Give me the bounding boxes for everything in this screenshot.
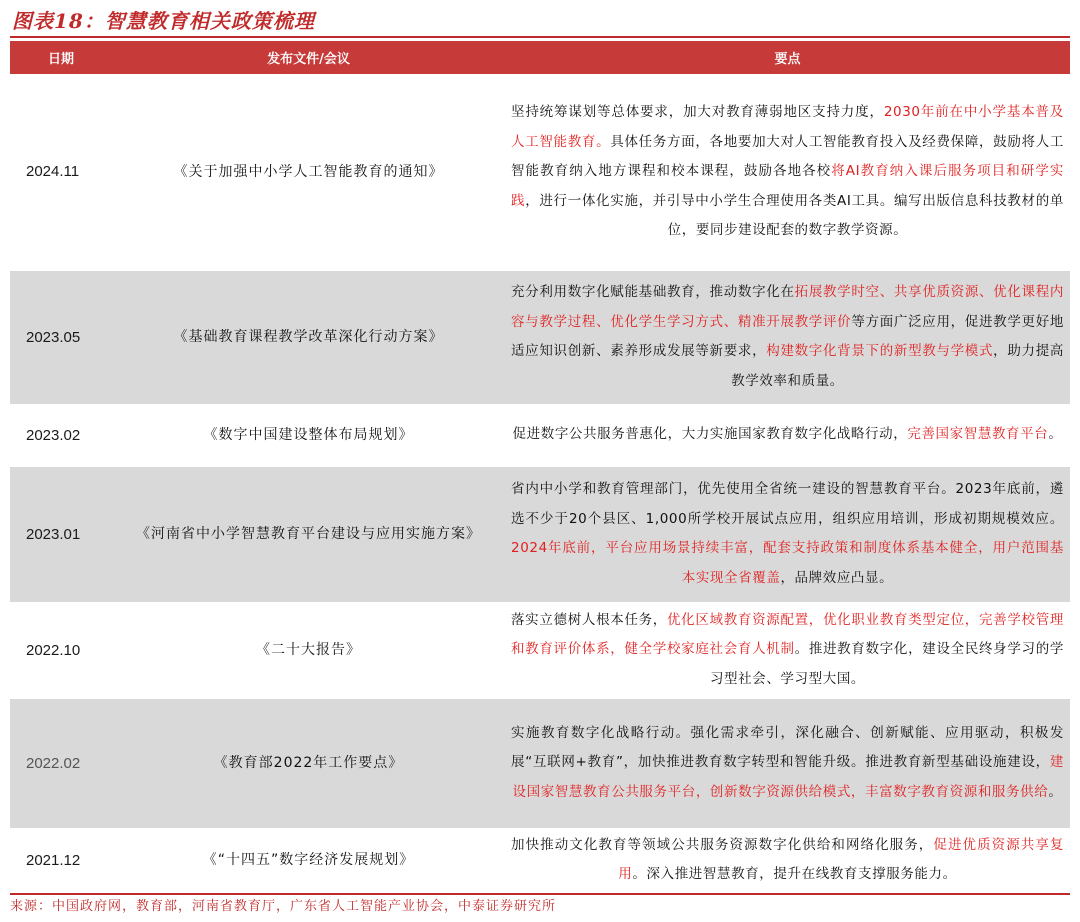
row-document: 《二十大报告》 bbox=[112, 602, 505, 698]
table-row bbox=[10, 466, 1070, 602]
row-points bbox=[505, 828, 1070, 892]
table-row bbox=[10, 74, 1070, 270]
row-date: 2022.10 bbox=[10, 602, 112, 698]
table-row bbox=[10, 270, 1070, 404]
header-date: 日期 bbox=[10, 41, 112, 74]
table-row bbox=[10, 602, 1070, 698]
point-text: 等方面广泛应用，促进教学更好地适应知识创新、素养形成发展等新要求， bbox=[511, 313, 1064, 359]
point-text: 实施教育数字化战略行动。强化需求牵引，深化融合、创新赋能、应用驱动，积极发展“互联网+教育”，加快推进教育数字转型和智能升级。推进教育新型基础设施建设， bbox=[511, 724, 1064, 771]
row-points bbox=[505, 270, 1070, 404]
row-date: 2024.11 bbox=[10, 74, 112, 270]
row-date: 2023.02 bbox=[10, 404, 112, 466]
row-points bbox=[505, 404, 1070, 466]
point-text: 。深入推进智慧教育，提升在线教育支撑服务能力。 bbox=[632, 866, 957, 882]
row-document: 《教育部2022年工作要点》 bbox=[112, 698, 505, 828]
highlighted-text: 2030年前在中小学基本普及人工智能教育。 bbox=[511, 104, 1064, 150]
point-text: ，进行一体化实施，并引导中小学生合理使用各类AI工具。编写出版信息科技教材的单位，要同步建设配套的数字教学资源。 bbox=[525, 192, 1064, 238]
policy-table bbox=[10, 41, 1070, 893]
table-row bbox=[10, 698, 1070, 828]
point-text: 加快推动文化教育等领域公共服务资源数字化供给和网络化服务， bbox=[511, 836, 934, 853]
header-doc: 发布文件/会议 bbox=[112, 41, 505, 74]
row-date: 2023.05 bbox=[10, 270, 112, 404]
highlighted-text: 完善国家智慧教育平台 bbox=[907, 426, 1049, 443]
header-points: 要点 bbox=[505, 41, 1070, 74]
source-note: 来源：中国政府网，教育部，河南省教育厅，广东省人工智能产业协会，中泰证券研究所 bbox=[10, 893, 1070, 919]
row-points bbox=[505, 74, 1070, 270]
title-rule bbox=[10, 36, 1070, 38]
point-text: ，助力提高教学效率和质量。 bbox=[731, 343, 1064, 389]
point-text: 落实立德树人根本任务， bbox=[511, 611, 667, 628]
point-text: 。 bbox=[1048, 426, 1063, 443]
row-document: 《基础教育课程教学改革深化行动方案》 bbox=[112, 270, 505, 404]
row-document: 《“十四五”数字经济发展规划》 bbox=[112, 828, 505, 892]
row-points bbox=[505, 602, 1070, 698]
row-date: 2021.12 bbox=[10, 828, 112, 892]
point-text: ，品牌效应凸显。 bbox=[780, 569, 894, 586]
point-text: 省内中小学和教育管理部门，优先使用全省统一建设的智慧教育平台。2023年底前，遴选不少于20个县区、1,000所学校开展试点应用，组织应用培训，形成初期规模效应。 bbox=[511, 481, 1064, 527]
point-text: 。推进教育数字化，建设全民终身学习的学习型社会、学习型大国。 bbox=[709, 641, 1065, 687]
highlighted-text: 拓展教学时空、共享优质资源、优化课程内容与教学过程、优化学生学习方式、精准开展教学评价 bbox=[511, 284, 1065, 330]
row-date: 2022.02 bbox=[10, 698, 112, 828]
highlighted-text: 建设国家智慧教育公共服务平台，创新数字资源供给模式，丰富数字教育资源和服务供给 bbox=[512, 754, 1064, 800]
point-text: 充分利用数字化赋能基础教育，推动数字化在 bbox=[511, 284, 795, 300]
point-text: 具体任务方面，各地要加大对人工智能教育投入及经费保障，鼓励将人工智能教育纳入地方课程和校本课程，鼓励各地各校 bbox=[511, 133, 1065, 179]
row-date: 2023.01 bbox=[10, 466, 112, 602]
point-text: 促进数字公共服务普惠化，大力实施国家教育数字化战略行动， bbox=[512, 426, 908, 443]
highlighted-text: 促进优质资源共享复用 bbox=[618, 836, 1064, 882]
table-row bbox=[10, 828, 1070, 892]
highlighted-text: 2024年底前，平台应用场景持续丰富，配套支持政策和制度体系基本健全，用户范围基本实现全省覆盖 bbox=[511, 540, 1064, 586]
row-points bbox=[505, 698, 1070, 828]
row-document: 《河南省中小学智慧教育平台建设与应用实施方案》 bbox=[112, 466, 505, 602]
row-document: 《数字中国建设整体布局规划》 bbox=[112, 404, 505, 466]
row-points bbox=[505, 466, 1070, 602]
highlighted-text: 优化区域教育资源配置，优化职业教育类型定位，完善学校管理和教育评价体系，健全学校家庭社会育人机制 bbox=[511, 611, 1064, 658]
highlighted-text: 将AI教育纳入课后服务项目和研学实践 bbox=[511, 163, 1064, 209]
highlighted-text: 构建数字化背景下的新型教与学模式 bbox=[766, 343, 994, 359]
table-row bbox=[10, 404, 1070, 466]
figure-title: 图表18：智慧教育相关政策梳理 bbox=[12, 9, 315, 33]
point-text: 。 bbox=[1048, 783, 1063, 800]
row-document: 《关于加强中小学人工智能教育的通知》 bbox=[112, 74, 505, 270]
table-header-row bbox=[10, 41, 1070, 74]
point-text: 坚持统筹谋划等总体要求，加大对教育薄弱地区支持力度， bbox=[511, 104, 884, 120]
